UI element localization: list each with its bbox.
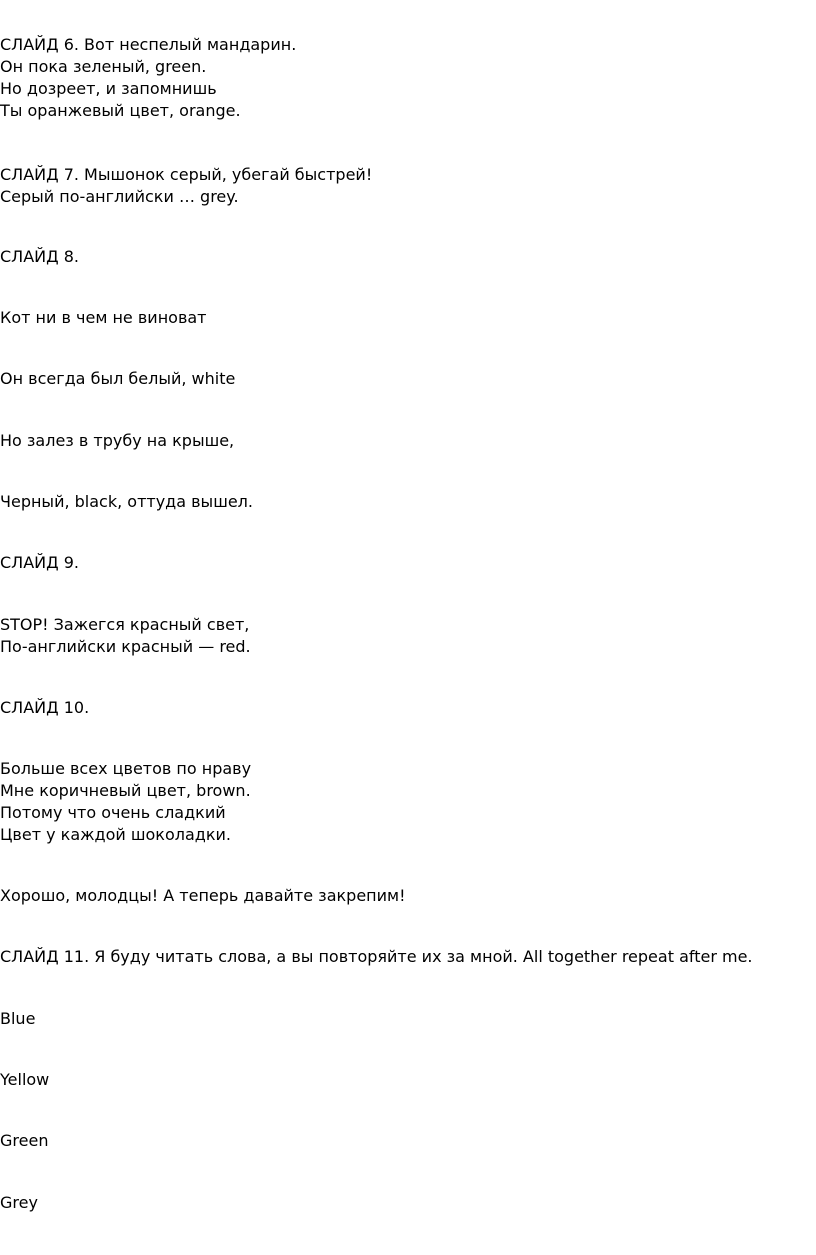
text-line: Потому что очень сладкий — [0, 803, 226, 822]
text-line: Green — [0, 1131, 49, 1150]
text-line: Серый по-английски … grey. — [0, 187, 239, 206]
text-line: По-английски красный — red. — [0, 637, 251, 656]
text-line: STOP! Зажегся красный свет, — [0, 615, 250, 634]
text-line: Кот ни в чем не виноват — [0, 308, 207, 327]
text-line: Но дозреет, и запомнишь — [0, 79, 217, 98]
text-line: Он пока зеленый, green. — [0, 57, 207, 76]
text-line: СЛАЙД 8. — [0, 247, 79, 266]
text-line: Цвет у каждой шоколадки. — [0, 825, 231, 844]
text-line: Мне коричневый цвет, brown. — [0, 781, 251, 800]
text-line: СЛАЙД 6. Вот неспелый мандарин. — [0, 35, 297, 54]
text-line: СЛАЙД 10. — [0, 698, 90, 717]
text-line: Больше всех цветов по нраву — [0, 759, 252, 778]
text-line: Grey — [0, 1193, 38, 1212]
text-line: Хорошо, молодцы! А теперь давайте закрепим! — [0, 886, 406, 905]
text-line: СЛАЙД 7. Мышонок серый, убегай быстрей! — [0, 165, 373, 184]
text-line: Он всегда был белый, white — [0, 369, 236, 388]
text-line: Но залез в трубу на крыше, — [0, 431, 235, 450]
text-line: Blue — [0, 1009, 36, 1028]
text-line: СЛАЙД 9. — [0, 553, 79, 572]
text-line: Ты оранжевый цвет, orange. — [0, 101, 241, 120]
text-line: Черный, black, оттуда вышел. — [0, 492, 253, 511]
text-line: Yellow — [0, 1070, 50, 1089]
text-line: СЛАЙД 11. Я буду читать слова, а вы повторяйте их за мной. All together repeat after me. — [0, 947, 753, 966]
